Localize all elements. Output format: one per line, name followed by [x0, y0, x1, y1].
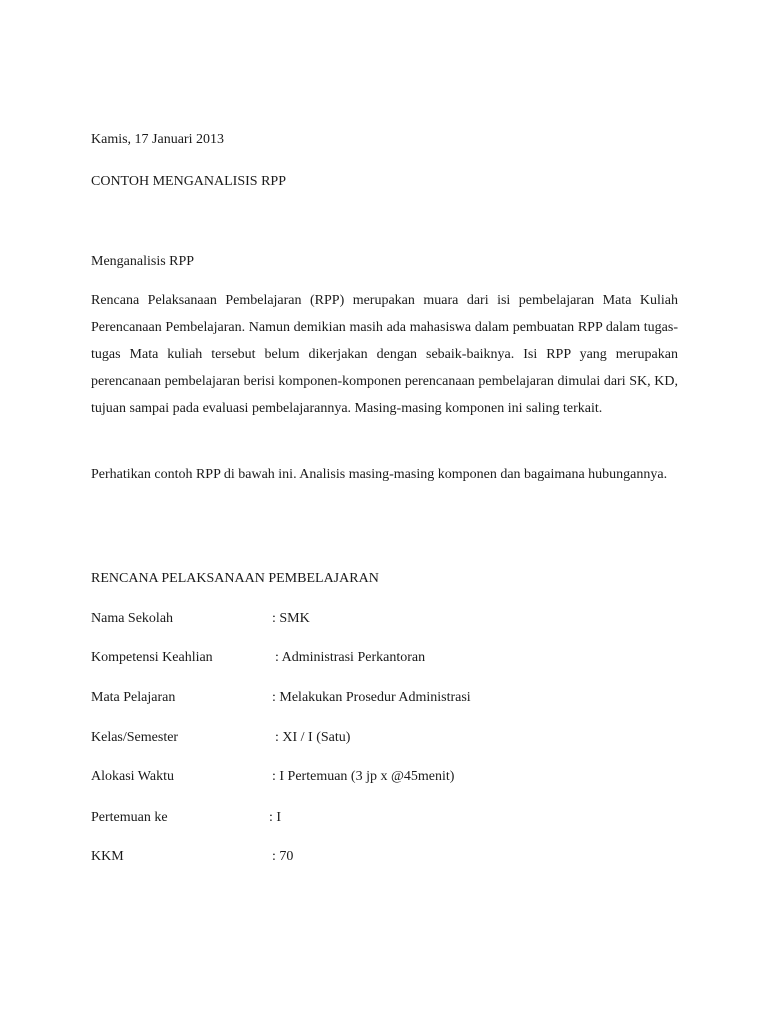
rpp-field-label: KKM [91, 849, 124, 864]
rpp-field-row [91, 810, 591, 830]
rpp-field-value: : I [269, 810, 282, 825]
rpp-field-label: Kompetensi Keahlian [91, 650, 213, 665]
section-heading: Menganalisis RPP [91, 254, 195, 269]
rpp-field-value: : XI / I (Satu) [275, 730, 351, 745]
rpp-field-row [91, 611, 591, 631]
rpp-field-value: : 70 [272, 849, 294, 864]
rpp-field-label: Mata Pelajaran [91, 690, 176, 705]
rpp-field-row [91, 690, 591, 710]
intro-paragraph: Rencana Pelaksanaan Pembelajaran (RPP) merupakan muara dari isi pembelajaran Mata Kuliah Perencanaan Pembelajaran. Namun demikian masih ada mahasiswa dalam pembuatan RPP dalam tugas-tugas Mata kuliah tersebut belum dikerjakan dengan sebaik-baiknya. Isi RPP yang merupakan perencanaan pembelajaran berisi komponen-komponen perencanaan pembelajaran dimulai dari SK, KD, tujuan sampai pada evaluasi pembelajarannya. Masing-masing komponen ini saling terkait. [91, 293, 678, 416]
rpp-field-label: Nama Sekolah [91, 611, 174, 626]
instruction-paragraph: Perhatikan contoh RPP di bawah ini. Analisis masing-masing komponen dan bagaimana hubungannya. [91, 467, 668, 482]
rpp-field-row [91, 650, 591, 670]
rpp-field-label: Kelas/Semester [91, 730, 179, 745]
rpp-field-row [91, 730, 591, 750]
document-date: Kamis, 17 Januari 2013 [91, 132, 224, 147]
rpp-field-row [91, 849, 591, 869]
document-title: CONTOH MENGANALISIS RPP [91, 174, 286, 189]
rpp-field-value: : SMK [272, 611, 310, 626]
rpp-field-label: Alokasi Waktu [91, 769, 174, 784]
rpp-field-value: : Melakukan Prosedur Administrasi [272, 690, 471, 705]
rpp-field-value: : Administrasi Perkantoran [275, 650, 426, 665]
rpp-title: RENCANA PELAKSANAAN PEMBELAJARAN [91, 571, 379, 586]
rpp-field-label: Pertemuan ke [91, 810, 168, 825]
rpp-field-value: : I Pertemuan (3 jp x @45menit) [272, 769, 455, 784]
rpp-field-row [91, 769, 591, 789]
